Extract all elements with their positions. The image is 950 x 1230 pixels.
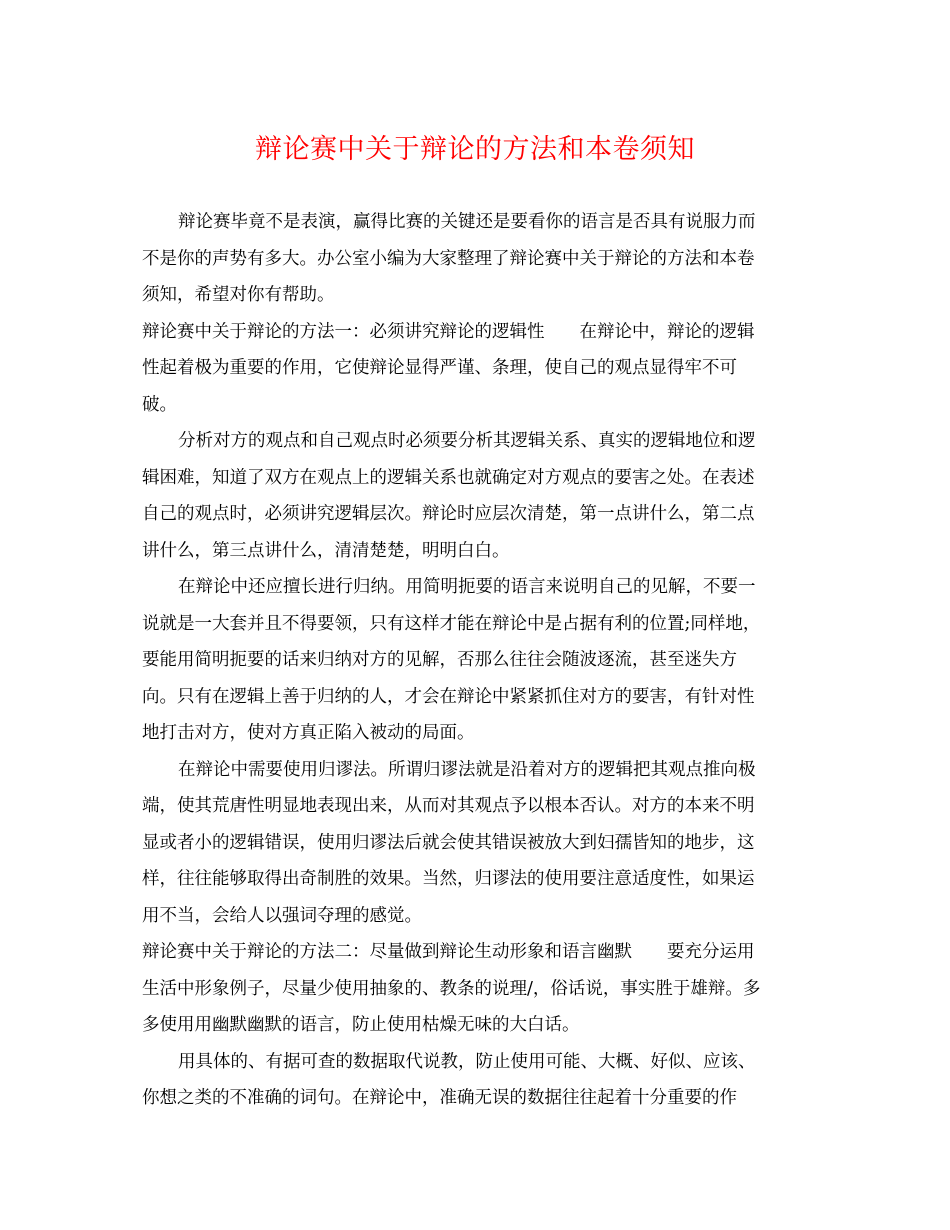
text-line: 辑困难，知道了双方在观点上的逻辑关系也就确定对方观点的要害之处。在表述 [142,467,755,488]
text-line: 讲什么，第三点讲什么，清清楚楚，明明白白。 [142,540,510,561]
text-line: 样，往往能够取得出奇制胜的效果。当然，归谬法的使用要注意适度性，如果运 [142,869,755,889]
text-line: 说就是一大套并且不得要领，只有这样才能在辩论中是占据有利的位置;同样地， [142,613,761,634]
text-line: 要能用简明扼要的话来归纳对方的见解，否那么往往会随波逐流，甚至迷失方 [142,650,737,670]
text-line: 在辩论中需要使用归谬法。所谓归谬法就是沿着对方的逻辑把其观点推向极 [178,759,756,780]
text-line: 辩论赛中关于辩论的方法二：尽量做到辩论生动形象和语言幽默 要充分运用 [142,942,755,962]
text-line: 多使用用幽默幽默的语言，防止使用枯燥无味的大白话。 [142,1015,580,1035]
text-line: 向。只有在逻辑上善于归纳的人，才会在辩论中紧紧抓住对方的要害，有针对性 [142,686,755,707]
text-line: 用具体的、有据可查的数据取代说教，防止使用可能、大概、好似、应该、 [178,1051,756,1072]
text-line: 在辩论中还应擅长进行归纳。用简明扼要的语言来说明自己的见解，不要一 [178,577,756,597]
text-line: 不是你的声势有多大。办公室小编为大家整理了辩论赛中关于辩论的方法和本卷 [142,248,755,269]
text-line: 须知，希望对你有帮助。 [142,285,335,305]
text-line: 分析对方的观点和自己观点时必须要分析其逻辑关系、真实的逻辑地位和逻 [178,431,756,451]
document-body [142,204,810,1117]
text-line: 辩论赛中关于辩论的方法一：必须讲究辩论的逻辑性 在辩论中，辩论的逻辑 [142,321,755,342]
text-line: 破。 [142,394,177,415]
text-line: 自己的观点时，必须讲究逻辑层次。辩论时应层次清楚，第一点讲什么，第二点 [142,504,755,524]
text-line: 用不当，会给人以强词夺理的感觉。 [142,905,422,926]
text-line: 你想之类的不准确的词句。在辩论中，准确无误的数据往往起着十分重要的作 [142,1088,737,1108]
text-line: 显或者小的逻辑错误，使用归谬法后就会使其错误被放大到妇孺皆知的地步，这 [142,832,755,853]
text-line: 辩论赛毕竟不是表演，赢得比赛的关键还是要看你的语言是否具有说服力而 [178,212,756,232]
text-line: 端，使其荒唐性明显地表现出来，从而对其观点予以根本否认。对方的本来不明 [142,796,755,816]
text-line: 地打击对方，使对方真正陷入被动的局面。 [142,723,475,743]
text-line: 性起着极为重要的作用，它使辩论显得严谨、条理，使自己的观点显得牢不可 [142,358,737,378]
text-line: 生活中形象例子，尽量少使用抽象的、教条的说理/，俗话说，事实胜于雄辩。多 [142,978,761,999]
document-title: 辩论赛中关于辩论的方法和本卷须知 [255,134,695,165]
